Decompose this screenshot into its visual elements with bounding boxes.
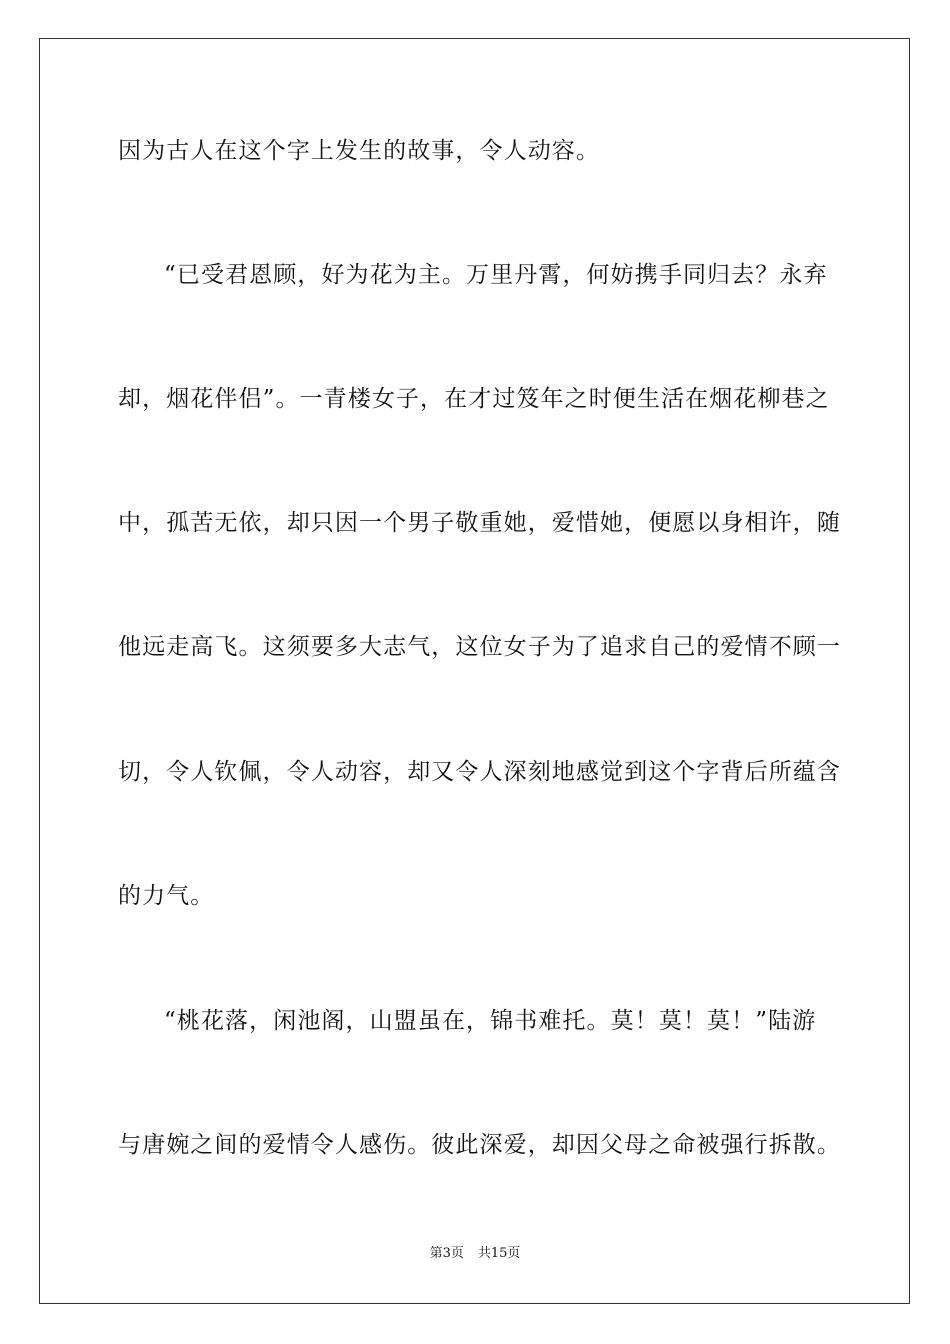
paragraph-line-5: 他远走高飞。这须要多大志气，这位女子为了追求自己的爱情不顾一: [118, 634, 841, 660]
paragraph-line-4: 中，孤苦无依，却只因一个男子敬重她，爱惜她，便愿以身相许，随: [118, 510, 841, 536]
page-footer: [0, 1246, 950, 1262]
paragraph-line-7: 的力气。: [118, 883, 215, 909]
page-number-total: 共15页: [477, 1246, 521, 1261]
paragraph-line-1: 因为古人在这个字上发生的故事，令人动容。: [118, 138, 600, 164]
paragraph-line-2: “已受君恩顾，好为花为主。万里丹霄，何妨携手同归去？永弃: [164, 262, 828, 288]
page-border: [39, 38, 910, 1304]
page-number-current: 第3页: [429, 1246, 464, 1261]
paragraph-line-9: 与唐婉之间的爱情令人感伤。彼此深爱，却因父母之命被强行拆散。: [118, 1132, 841, 1158]
paragraph-line-8: “桃花落，闲池阁，山盟虽在，锦书难托。莫！莫！莫！”陆游: [164, 1008, 817, 1034]
paragraph-line-6: 切，令人钦佩，令人动容，却又令人深刻地感觉到这个字背后所蕴含: [118, 759, 841, 785]
paragraph-line-3: 却，烟花伴侣”。一青楼女子，在才过笈年之时便生活在烟花柳巷之: [118, 386, 830, 412]
